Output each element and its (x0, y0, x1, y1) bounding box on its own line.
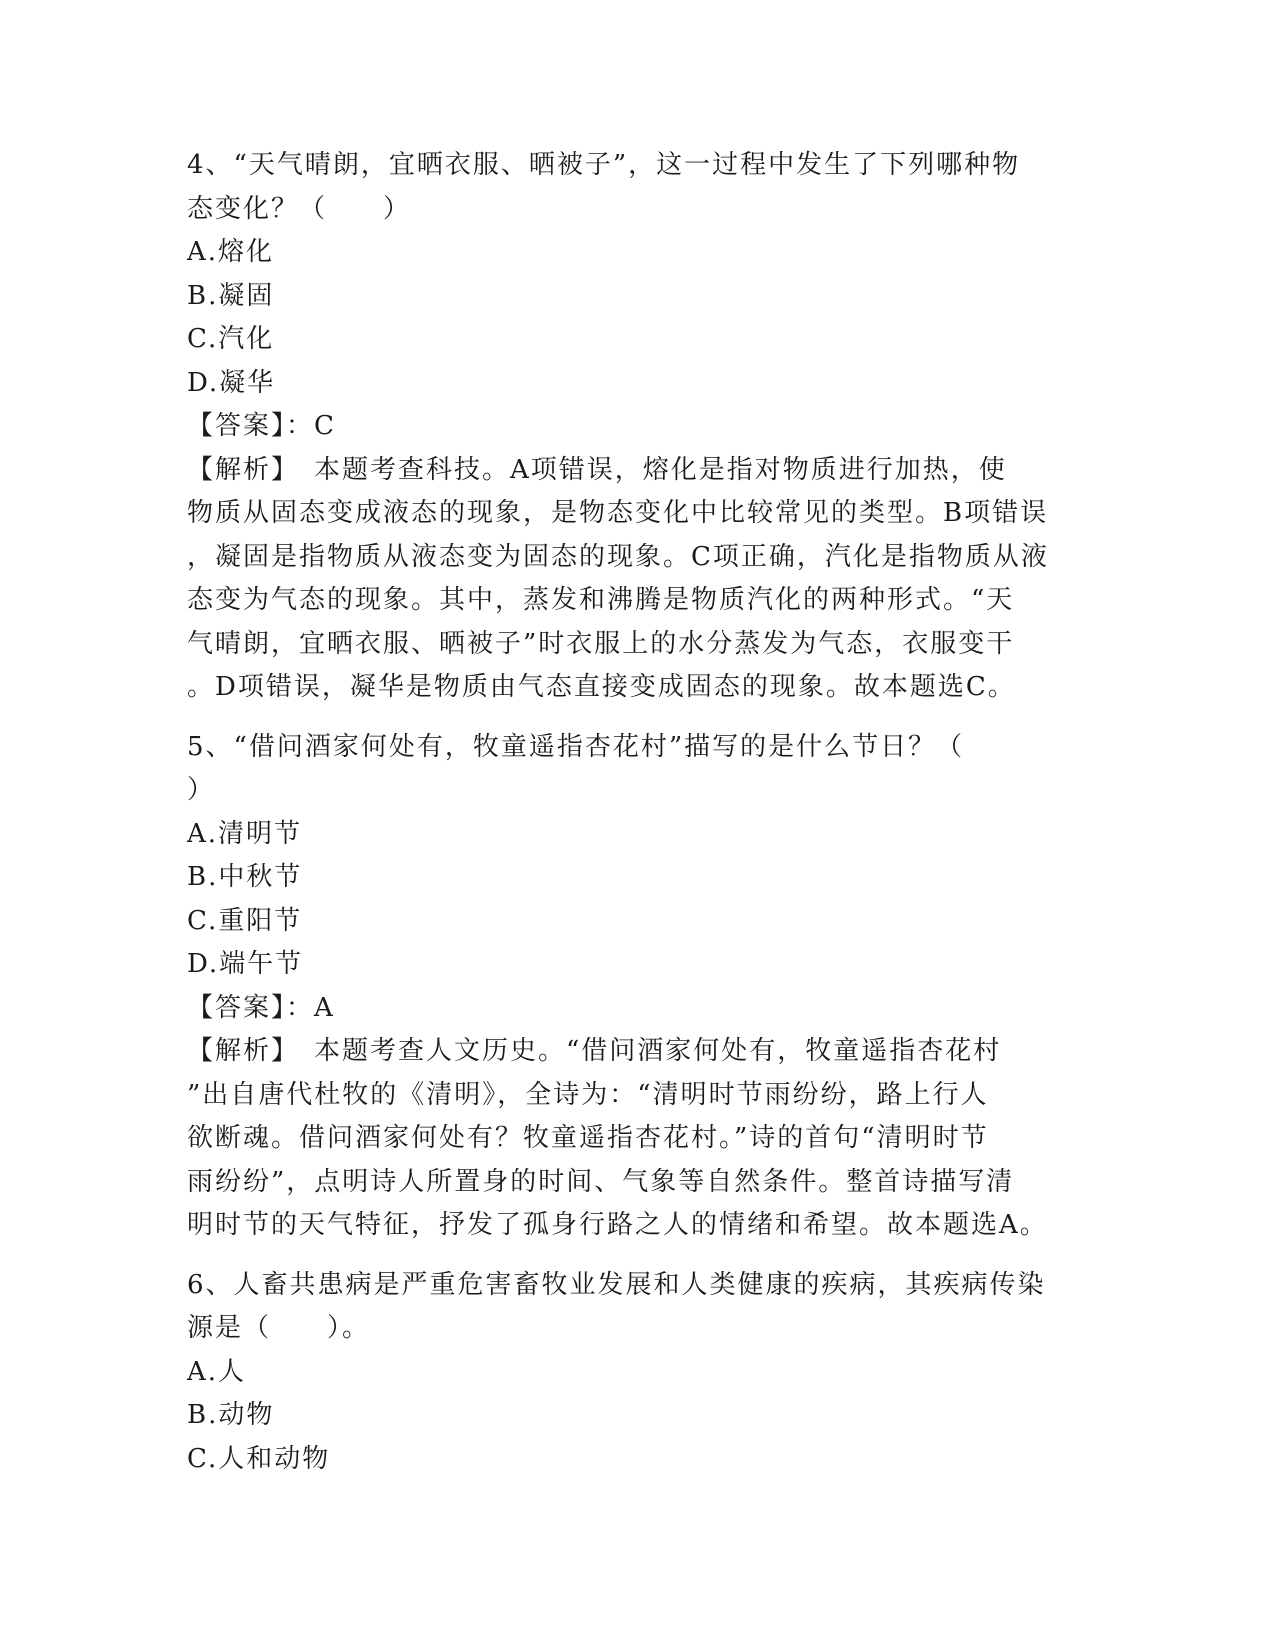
question-6 (187, 1264, 1087, 1482)
question-stem-line: 源是（ ）。 (187, 1313, 371, 1343)
option-a: A.人 (187, 1356, 247, 1387)
answer-line: 【答案】：C (187, 411, 336, 441)
analysis-line: 欲断魂。借问酒家何处有？牧童遥指杏花村。”诗的首句“清明时节 (187, 1123, 989, 1153)
option-c: C.汽化 (187, 324, 275, 354)
option-b: B.中秋节 (187, 862, 303, 892)
analysis-line: 气晴朗，宜晒衣服、晒被子”时衣服上的水分蒸发为气态，衣服变干 (187, 628, 1015, 659)
analysis-line: ”出自唐代杜牧的《清明》，全诗为：“清明时节雨纷纷，路上行人 (187, 1079, 989, 1110)
analysis-line: ，凝固是指物质从液态变为固态的现象。C项正确，汽化是指物质从液 (187, 541, 1049, 572)
question-stem-line: 5、“借问酒家何处有，牧童遥指杏花村”描写的是什么节日？（ (187, 731, 965, 762)
question-stem-line: 6、人畜共患病是严重危害畜牧业发展和人类健康的疾病，其疾病传染 (187, 1269, 1046, 1300)
option-a: A.清明节 (187, 818, 303, 849)
question-stem-line: 4、“天气晴朗，宜晒衣服、晒被子”，这一过程中发生了下列哪种物 (187, 150, 1021, 180)
option-b: B.凝固 (187, 280, 275, 311)
option-c: C.人和动物 (187, 1443, 331, 1474)
question-stem-line: 态变化？（ ） (187, 193, 412, 224)
analysis-line: 明时节的天气特征，抒发了孤身行路之人的情绪和希望。故本题选A。 (187, 1210, 1048, 1240)
question-stem-line: ） (187, 775, 216, 805)
option-b: B.动物 (187, 1400, 275, 1430)
answer-line: 【答案】：A (187, 992, 335, 1023)
analysis-line: 态变为气态的现象。其中，蒸发和沸腾是物质汽化的两种形式。“天 (187, 585, 1015, 615)
option-c: C.重阳节 (187, 905, 303, 936)
option-d: D.端午节 (187, 949, 304, 979)
question-5 (187, 726, 1087, 1248)
analysis-line: 【解析】 本题考查人文历史。“借问酒家何处有，牧童遥指杏花村 (187, 1036, 1002, 1066)
question-4 (187, 144, 1087, 710)
analysis-line: 雨纷纷”，点明诗人所置身的时间、气象等自然条件。整首诗描写清 (187, 1166, 1015, 1197)
analysis-line: 物质从固态变成液态的现象，是物态变化中比较常见的类型。B项错误 (187, 498, 1049, 528)
analysis-line: 。D项错误，凝华是物质由气态直接变成固态的现象。故本题选C。 (187, 672, 1016, 702)
document-page (187, 144, 1087, 1497)
option-d: D.凝华 (187, 367, 276, 398)
analysis-line: 【解析】 本题考查科技。A项错误，熔化是指对物质进行加热，使 (187, 454, 1007, 485)
option-a: A.熔化 (187, 237, 275, 267)
